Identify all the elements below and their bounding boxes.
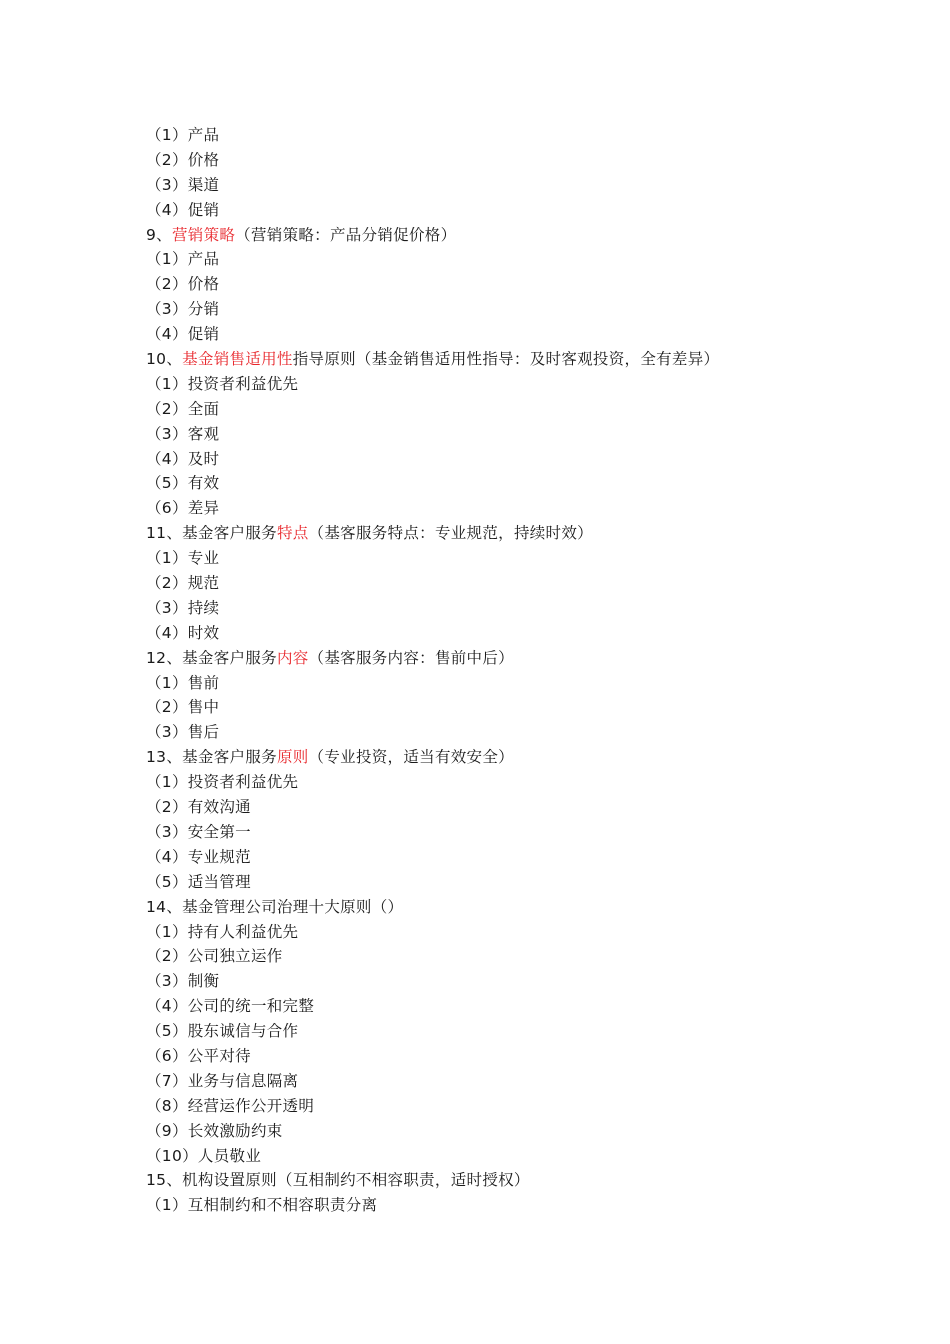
text-segment: （1）产品 (146, 250, 220, 269)
text-segment: （2）有效沟通 (146, 798, 251, 817)
list-item (146, 372, 866, 397)
text-segment: （5）有效 (146, 474, 220, 493)
text-segment: （4）及时 (146, 449, 220, 468)
list-item (146, 994, 866, 1019)
text-segment: 12、基金客户服务 (146, 648, 277, 667)
text-segment: （10）人员敬业 (146, 1146, 262, 1165)
text-segment: （6）差异 (146, 499, 220, 518)
text-segment: （1）投资者利益优先 (146, 773, 299, 792)
text-segment: （3）渠道 (146, 175, 220, 194)
section-heading (146, 347, 866, 372)
text-segment: （1）专业 (146, 549, 220, 568)
list-item (146, 870, 866, 895)
document-body (146, 123, 866, 1218)
list-item (146, 447, 866, 472)
list-item (146, 770, 866, 795)
list-item (146, 422, 866, 447)
list-item (146, 1119, 866, 1144)
list-item (146, 272, 866, 297)
text-segment: （1）持有人利益优先 (146, 922, 299, 941)
list-item (146, 1019, 866, 1044)
highlighted-keyword: 特点 (276, 524, 309, 543)
section-heading (146, 521, 866, 546)
section-heading (146, 223, 866, 248)
text-segment: （1）产品 (146, 126, 220, 144)
text-segment: （4）专业规范 (146, 847, 251, 866)
list-item (146, 322, 866, 347)
highlighted-keyword: 营销策略 (171, 225, 236, 244)
text-segment: 13、基金客户服务 (146, 748, 277, 767)
text-segment: （3）安全第一 (146, 822, 251, 841)
text-segment: 10、 (146, 350, 183, 369)
text-segment: （2）价格 (146, 150, 220, 169)
list-item (146, 123, 866, 148)
list-item (146, 969, 866, 994)
list-item (146, 546, 866, 571)
text-segment: 15、机构设置原则（互相制约不相容职责，适时授权） (146, 1171, 530, 1190)
text-segment: （3）分销 (146, 300, 220, 319)
text-segment: （3）售后 (146, 723, 220, 742)
text-segment: （基客服务内容：售前中后） (308, 648, 514, 667)
text-segment: 14、基金管理公司治理十大原则（） (146, 897, 404, 916)
text-segment: （3）持续 (146, 598, 220, 617)
text-segment: （5）股东诚信与合作 (146, 1022, 299, 1041)
list-item (146, 148, 866, 173)
text-segment: （7）业务与信息隔离 (146, 1071, 299, 1090)
text-segment: （营销策略：产品分销促价格） (235, 225, 457, 244)
list-item (146, 845, 866, 870)
text-segment: （4）促销 (146, 200, 220, 219)
list-item (146, 571, 866, 596)
list-item (146, 720, 866, 745)
list-item (146, 920, 866, 945)
text-segment: 指导原则（基金销售适用性指导：及时客观投资，全有差异） (292, 350, 720, 369)
highlighted-keyword: 基金销售适用性 (182, 350, 293, 369)
list-item (146, 496, 866, 521)
text-segment: （基客服务特点：专业规范，持续时效） (308, 524, 593, 543)
section-heading (146, 1168, 866, 1193)
list-item (146, 944, 866, 969)
text-segment: 11、基金客户服务 (146, 524, 277, 543)
list-item (146, 247, 866, 272)
list-item (146, 173, 866, 198)
list-item (146, 671, 866, 696)
text-segment: （1）投资者利益优先 (146, 374, 299, 393)
list-item (146, 795, 866, 820)
text-segment: （8）经营运作公开透明 (146, 1096, 315, 1115)
text-segment: （6）公平对待 (146, 1046, 251, 1065)
text-segment: （2）全面 (146, 399, 220, 418)
text-segment: （4）促销 (146, 325, 220, 344)
list-item (146, 695, 866, 720)
text-segment: （3）客观 (146, 424, 220, 443)
highlighted-keyword: 原则 (276, 748, 309, 767)
text-segment: 9、 (146, 225, 172, 244)
list-item (146, 397, 866, 422)
text-segment: （9）长效激励约束 (146, 1121, 283, 1140)
list-item (146, 198, 866, 223)
text-segment: （3）制衡 (146, 972, 220, 991)
text-segment: （专业投资，适当有效安全） (308, 748, 514, 767)
list-item (146, 1144, 866, 1169)
section-heading (146, 745, 866, 770)
list-item (146, 297, 866, 322)
text-segment: （4）公司的统一和完整 (146, 997, 315, 1016)
text-segment: （2）公司独立运作 (146, 947, 283, 966)
text-segment: （1）售前 (146, 673, 220, 692)
highlighted-keyword: 内容 (276, 648, 309, 667)
section-heading (146, 895, 866, 920)
text-segment: （1）互相制约和不相容职责分离 (146, 1196, 378, 1215)
list-item (146, 471, 866, 496)
text-segment: （5）适当管理 (146, 872, 251, 891)
text-segment: （2）售中 (146, 698, 220, 717)
list-item (146, 1193, 866, 1218)
list-item (146, 621, 866, 646)
list-item (146, 820, 866, 845)
list-item (146, 1044, 866, 1069)
text-segment: （2）规范 (146, 574, 220, 593)
text-segment: （4）时效 (146, 623, 220, 642)
list-item (146, 1094, 866, 1119)
section-heading (146, 646, 866, 671)
list-item (146, 1069, 866, 1094)
text-segment: （2）价格 (146, 275, 220, 294)
list-item (146, 596, 866, 621)
